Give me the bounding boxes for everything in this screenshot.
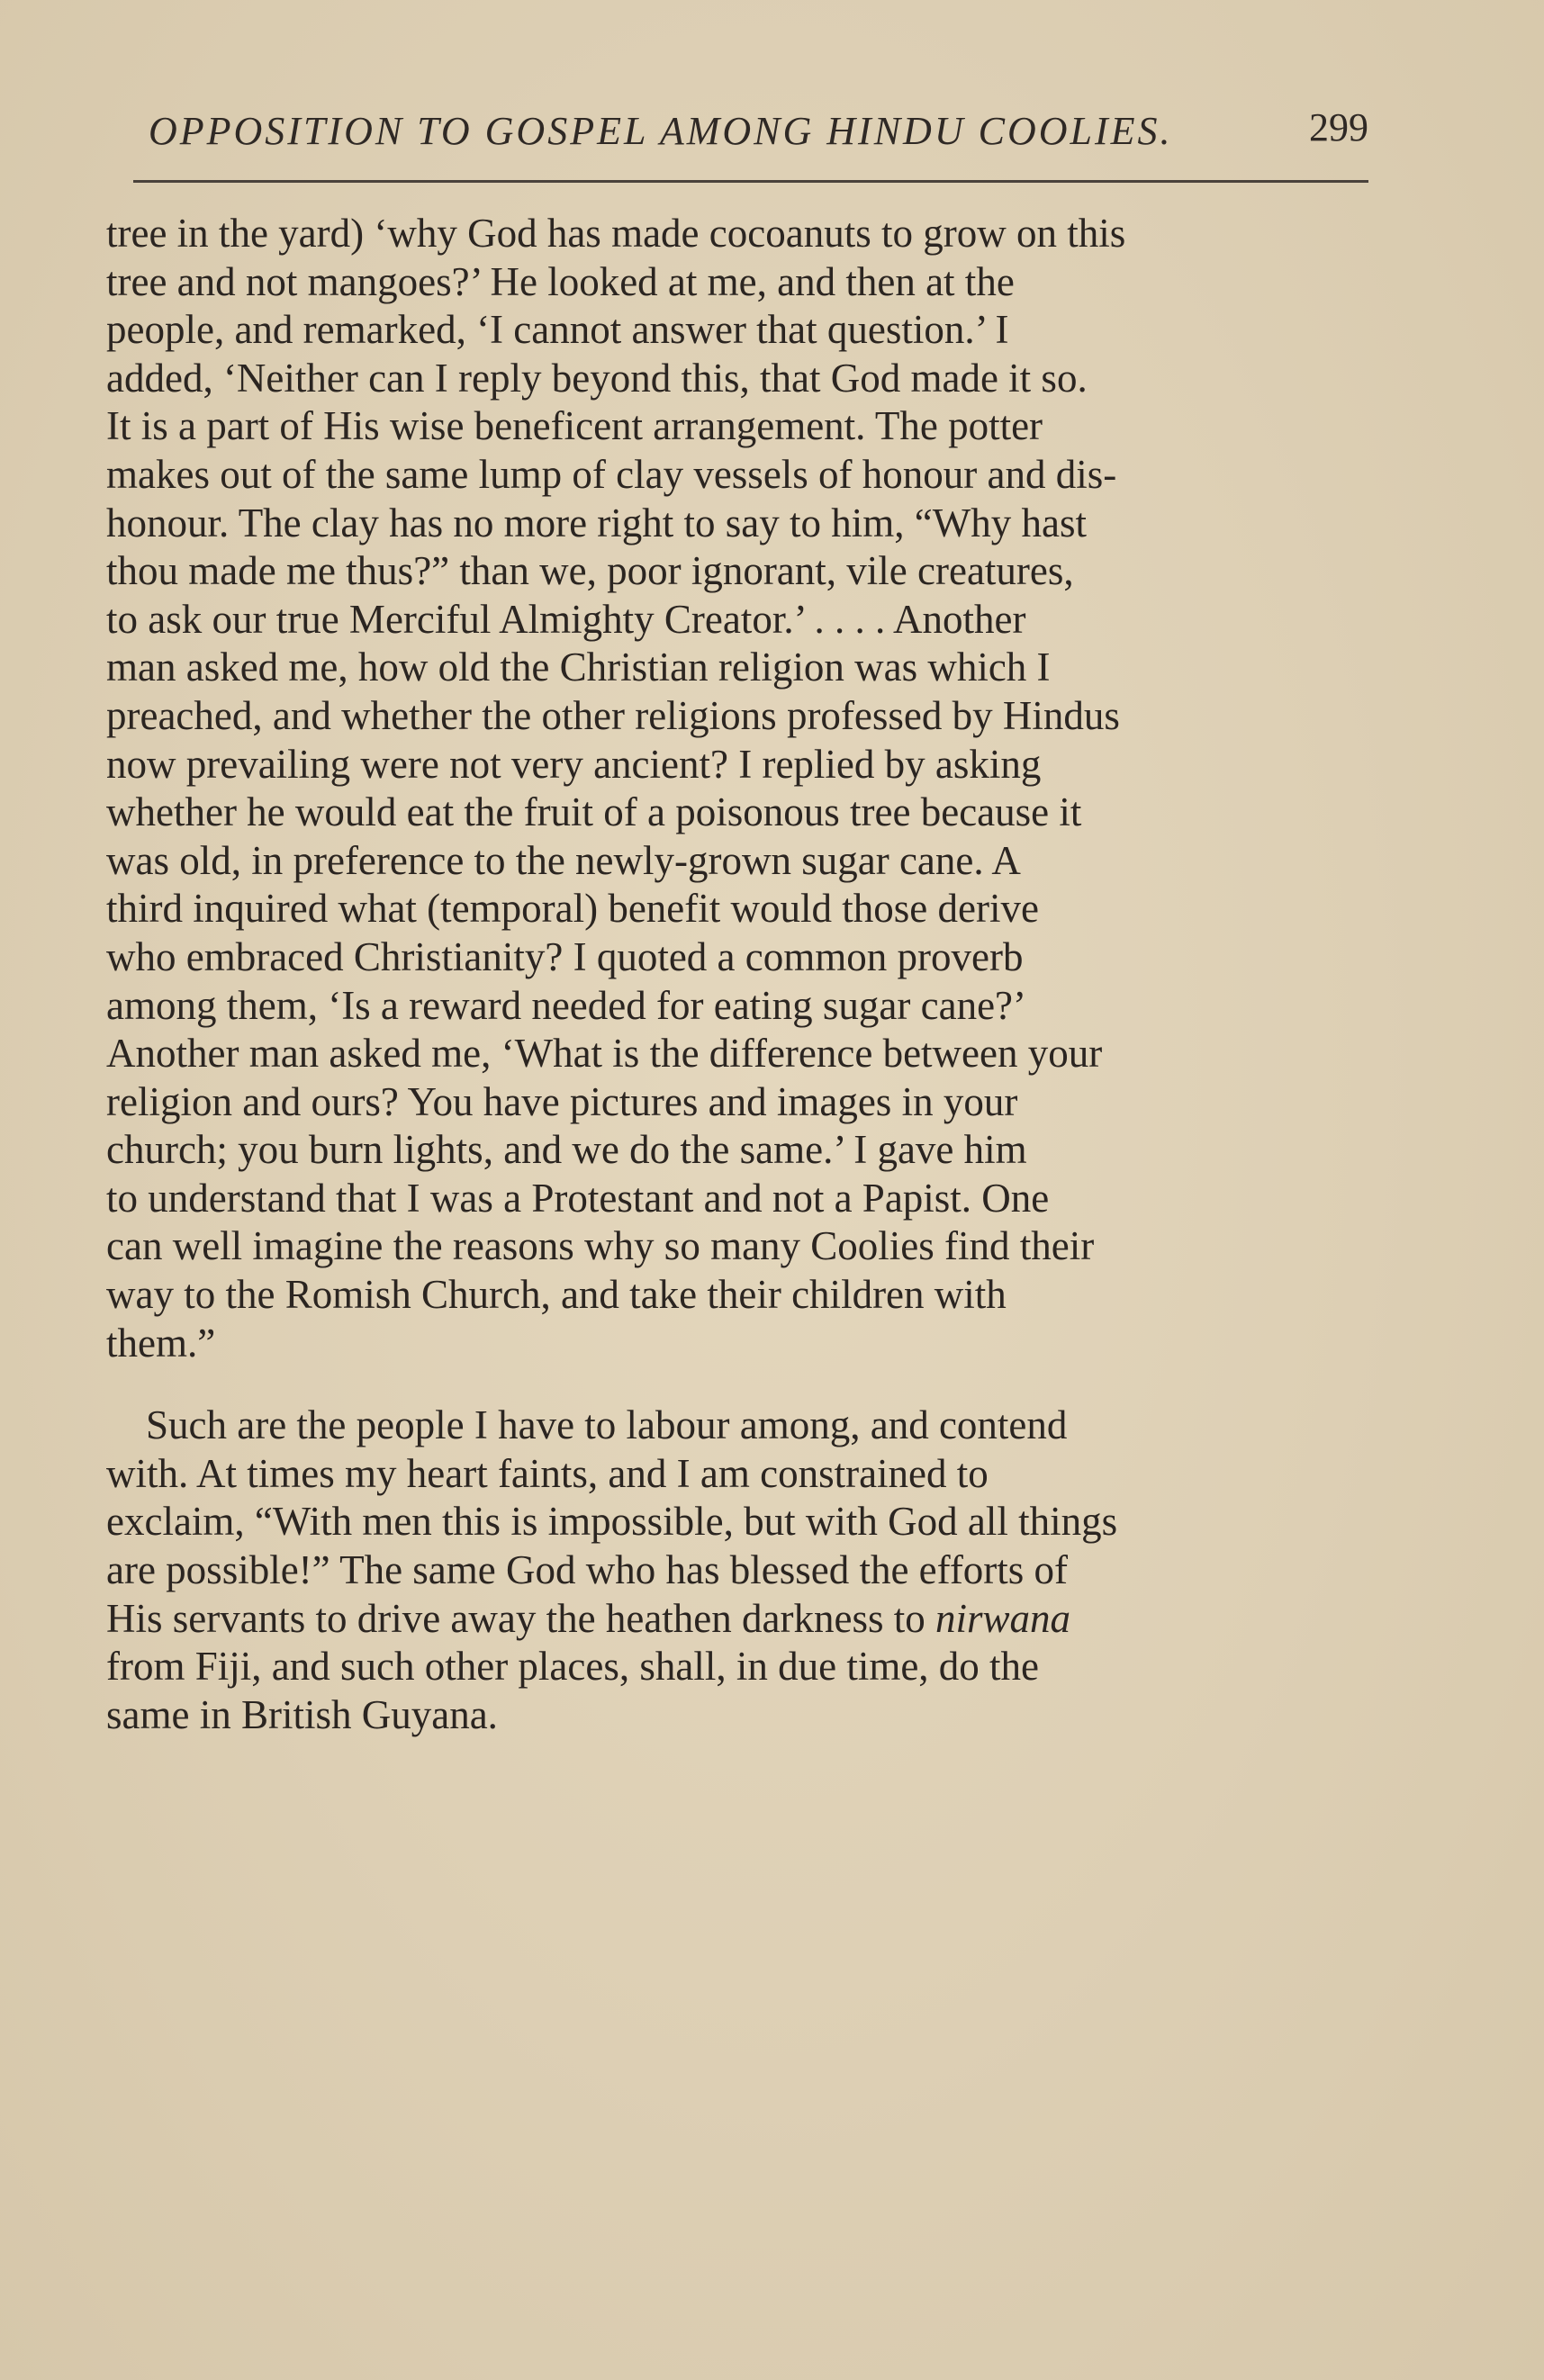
text-line: among them, ‘Is a reward needed for eating sugar cane?’: [106, 982, 1027, 1028]
text-line: way to the Romish Church, and take their children with: [106, 1272, 1007, 1318]
text-line: added, ‘Neither can I reply beyond this, that God made it so.: [106, 355, 1088, 401]
text-line: whether he would eat the fruit of a poisonous tree because it: [106, 789, 1082, 835]
header-rule: [133, 180, 1368, 183]
paragraph-1: [106, 210, 1364, 1367]
text-line: exclaim, “With men this is impossible, but with God all things: [106, 1499, 1118, 1545]
text-line: man asked me, how old the Christian religion was which I: [106, 645, 1051, 690]
running-head: OPPOSITION TO GOSPEL AMONG HINDU COOLIES.: [149, 109, 1173, 153]
text-line: Such are the people I have to labour among, and contend: [146, 1402, 1068, 1448]
italic-word: nirwana: [935, 1595, 1071, 1641]
text-line-with-italic: [106, 1595, 1364, 1644]
text-line: who embraced Christianity? I quoted a common proverb: [106, 933, 1024, 979]
text-line: was old, in preference to the newly-grown sugar cane. A: [106, 837, 1021, 883]
text-line: same in British Guyana.: [106, 1691, 498, 1737]
body-text: [106, 210, 1364, 1739]
text-line: now prevailing were not very ancient? I replied by asking: [106, 741, 1042, 787]
text-line: third inquired what (temporal) benefit would those derive: [106, 886, 1039, 932]
page-number: 299: [1309, 105, 1368, 149]
text-line: can well imagine the reasons why so many Coolies find their: [106, 1223, 1095, 1269]
text-line: Another man asked me, ‘What is the difference between your: [106, 1031, 1103, 1077]
text-line: to understand that I was a Protestant and not a Papist. One: [106, 1175, 1050, 1221]
text-line: It is a part of His wise beneficent arrangement. The potter: [106, 403, 1043, 449]
text-line: honour. The clay has no more right to say to him, “Why hast: [106, 500, 1087, 545]
text-line: are possible!” The same God who has blessed the efforts of: [106, 1547, 1069, 1593]
page-header: [149, 105, 1368, 180]
text-line: makes out of the same lump of clay vessels of honour and dis-: [106, 451, 1117, 497]
text-segment: His servants to drive away the heathen darkness to: [106, 1595, 935, 1641]
text-line: preached, and whether the other religions professed by Hindus: [106, 692, 1120, 738]
text-line: tree in the yard) ‘why God has made cocoanuts to grow on this: [106, 211, 1126, 256]
text-line: them.”: [106, 1320, 216, 1366]
text-line: religion and ours? You have pictures and images in your: [106, 1078, 1018, 1124]
paragraph-2: [106, 1402, 1364, 1739]
text-line: church; you burn lights, and we do the same.’ I gave him: [106, 1127, 1027, 1173]
text-line: tree and not mangoes?’ He looked at me, and then at the: [106, 258, 1015, 304]
text-line: from Fiji, and such other places, shall, in due time, do the: [106, 1644, 1040, 1690]
text-line: to ask our true Merciful Almighty Creator.’ . . . . Another: [106, 596, 1026, 642]
text-line: thou made me thus?” than we, poor ignorant, vile creatures,: [106, 548, 1074, 594]
text-line: with. At times my heart faints, and I am constrained to: [106, 1450, 989, 1496]
text-line: people, and remarked, ‘I cannot answer that question.’ I: [106, 307, 1009, 353]
